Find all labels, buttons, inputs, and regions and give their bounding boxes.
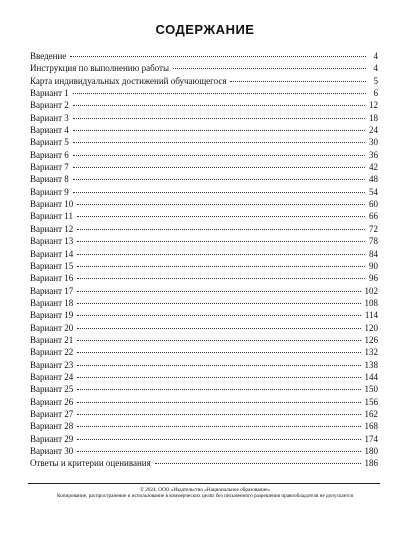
footer-copyright: © 2024. ООО «Издательство «Национальное образование» [139,487,271,493]
toc-dot-leader [77,320,360,329]
toc-entry-page: 42 [369,162,378,173]
toc-dot-leader [77,196,365,205]
toc-dot-leader [77,246,365,255]
toc-entry-page: 108 [364,297,378,308]
toc-entry-label: Вариант 21 [30,334,74,345]
toc-entry-label: Вариант 3 [30,112,69,123]
toc-dot-leader [77,443,360,452]
toc-entry-page: 156 [364,396,378,407]
page-title: СОДЕРЖАНИЕ [155,22,255,37]
footer-notice: Копирование, распространение и использование в коммерческих целях без письменного разрешения правообладателя не допускается [56,493,354,499]
toc-entry-page: 180 [364,446,378,456]
toc-dot-leader [77,208,365,217]
toc-dot-leader [77,295,360,304]
toc-entry-label: Вариант 4 [30,125,69,136]
toc-entry-page: 174 [364,433,378,444]
toc-entry-page: 126 [364,334,378,345]
toc-entry-label: Вариант 19 [30,310,74,321]
toc-entry-page: 12 [369,100,378,111]
toc-dot-leader [77,344,360,353]
toc-entry-label: Вариант 5 [30,137,69,148]
toc-entry-label: Ответы и критерии оценивания [30,458,151,469]
toc-dot-leader [77,431,360,440]
toc-entry-label: Вариант 11 [30,211,73,222]
toc-entry [30,457,378,469]
toc-dot-leader [73,97,365,106]
toc-entry-page: 132 [364,347,378,358]
toc-dot-leader [77,369,360,378]
toc-entry-page: 78 [369,236,378,247]
toc-entry-page: 120 [364,322,378,333]
toc-entry-page: 138 [364,359,378,370]
toc-entry-page: 48 [369,174,378,185]
toc-entry-label: Вариант 9 [30,186,69,197]
toc-entry-page: 72 [369,223,378,234]
toc-entry-page: 186 [364,458,378,469]
toc-entry-page: 144 [364,371,378,382]
toc-dot-leader [77,270,365,279]
toc-dot-leader [73,134,365,143]
toc-entry-label: Вариант 20 [30,322,74,333]
toc-dot-leader [230,73,366,82]
toc-entry-label: Вариант 27 [30,408,74,419]
toc-entry-page: 24 [369,125,378,136]
toc-dot-leader [73,122,365,131]
toc-entry-page: 96 [369,273,378,284]
toc-entry-page: 36 [369,149,378,160]
toc-entry-page: 18 [369,112,378,123]
toc-dot-leader [77,357,360,366]
toc-dot-leader [73,184,365,193]
toc-entry-label: Вариант 14 [30,248,74,259]
toc-entry-label: Вариант 12 [30,223,74,234]
toc-entry-label: Вариант 29 [30,433,74,444]
toc-dot-leader [73,147,365,156]
toc-dot-leader [77,418,360,427]
toc-entry-page: 102 [364,285,378,296]
toc-entry-page: 5 [373,75,378,86]
toc-entry-label: Вариант 15 [30,260,74,271]
toc-entry-label: Карта индивидуальных достижений обучающегося [30,75,227,86]
toc-entry-page: 90 [369,260,378,271]
toc-entry-label: Вариант 10 [30,199,74,210]
toc-entry-page: 66 [369,211,378,222]
toc-entry-page: 168 [364,421,378,432]
toc-entry-page: 30 [369,137,378,148]
toc-dot-leader [77,233,365,242]
toc-entry-label: Вариант 17 [30,285,74,296]
toc-dot-leader [70,48,366,57]
toc-entry-label: Вариант 28 [30,421,74,432]
toc-dot-leader [73,85,366,94]
toc-entry-label: Вариант 7 [30,162,69,173]
toc-dot-leader [73,171,365,180]
toc-entry-page: 114 [364,310,378,321]
footer-divider [28,483,380,484]
toc-dot-leader [77,283,360,292]
toc-dot-leader [77,332,360,341]
toc-entry-page: 84 [369,248,378,259]
toc-entry-label: Вариант 25 [30,384,74,395]
toc-dot-leader [77,307,361,316]
toc-entry-page: 54 [369,186,378,197]
toc-entry-label: Вариант 18 [30,297,74,308]
toc-entry-page: 4 [373,63,378,74]
toc-entry-page: 162 [364,408,378,419]
toc-entry-label: Инструкция по выполнению работы [30,63,170,74]
toc-dot-leader [173,60,366,69]
toc-entry-label: Вариант 16 [30,273,74,284]
toc-dot-leader [77,406,360,415]
toc-entry-page: 60 [369,199,378,210]
toc-entry-label: Вариант 26 [30,396,74,407]
toc-dot-leader [73,159,365,168]
toc-entry-label: Вариант 30 [30,446,74,456]
toc-entry-page: 6 [373,88,378,99]
toc-entry-label: Вариант 23 [30,359,74,370]
toc-entry-label: Вариант 13 [30,236,74,247]
toc-entry-label: Вариант 8 [30,174,69,185]
toc-entry-label: Вариант 24 [30,371,74,382]
toc-entry-page: 150 [364,384,378,395]
toc-entry-label: Введение [30,51,67,61]
toc-dot-leader [155,455,361,464]
toc-dot-leader [73,110,365,119]
toc-entry-page: 4 [373,51,378,61]
toc-entry-label: Вариант 22 [30,347,74,358]
toc-dot-leader [77,221,365,230]
toc-entry-label: Вариант 2 [30,100,69,111]
toc-entry-label: Вариант 1 [30,88,69,99]
toc-dot-leader [77,381,360,390]
table-of-contents [30,50,378,470]
toc-dot-leader [77,394,360,403]
toc-dot-leader [77,258,365,267]
toc-entry-label: Вариант 6 [30,149,69,160]
